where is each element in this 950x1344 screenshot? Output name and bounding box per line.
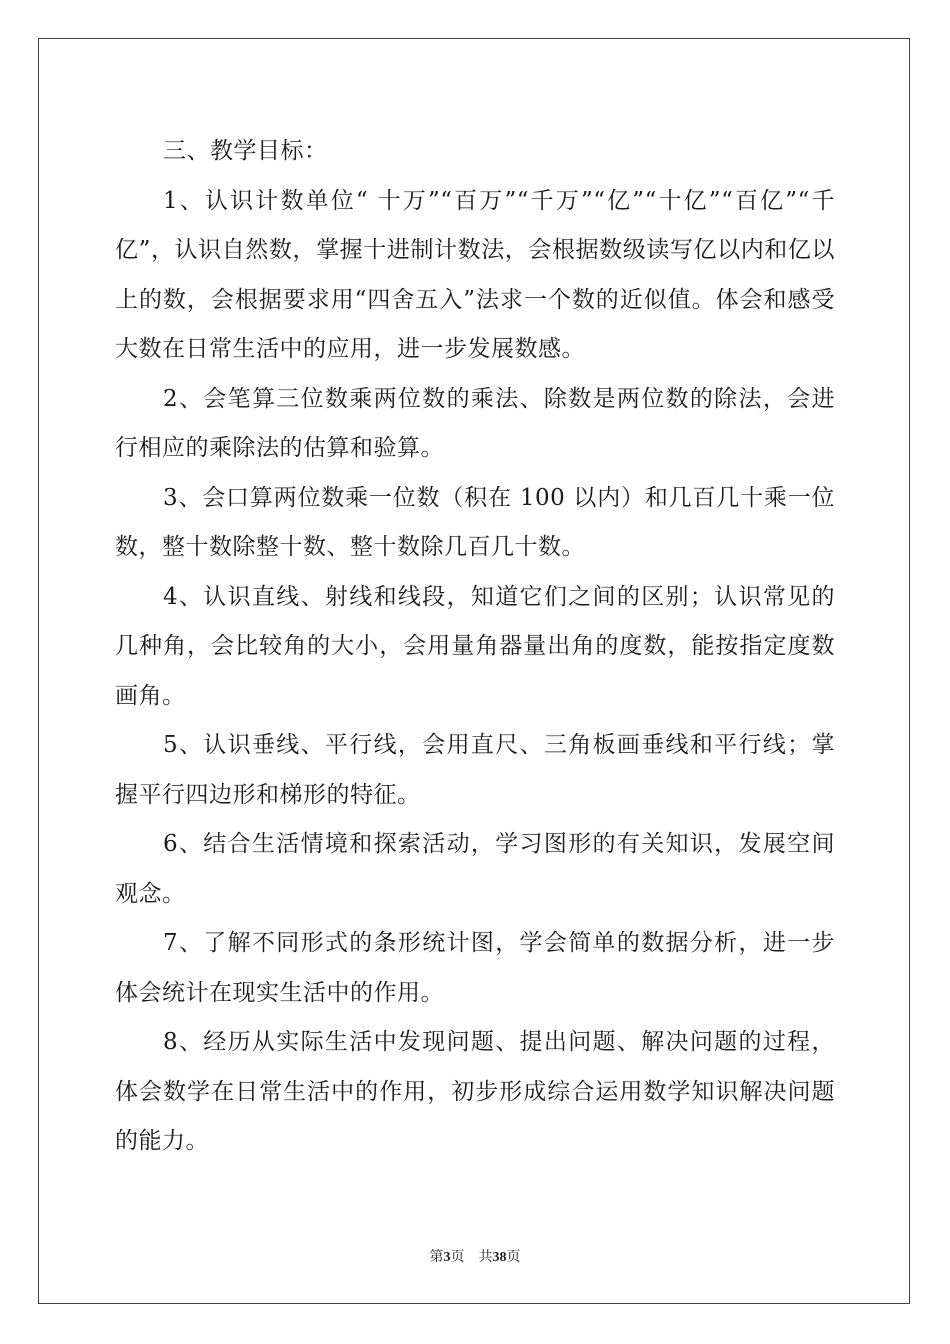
paragraph-3: 3、会口算两位数乘一位数（积在 100 以内）和几百几十乘一位数，整十数除整十数、整十数除几百几十数。	[115, 484, 835, 560]
page-prefix: 第	[429, 1249, 444, 1265]
paragraph-7: 7、了解不同形式的条形统计图，学会简单的数据分析，进一步体会统计在现实生活中的作用。	[115, 930, 835, 1006]
total-prefix: 共	[478, 1249, 493, 1265]
page-footer	[0, 1246, 950, 1266]
total-suffix: 页	[506, 1249, 521, 1265]
section-heading: 三、教学目标：	[163, 138, 328, 164]
paragraph-1: 1、认识计数单位“ 十万”“百万”“千万”“亿”“十亿”“百亿”“千亿”，认识自然数，掌握十进制计数法，会根据数级读写亿以内和亿以上的数，会根据要求用“四舍五入”法求一个数的近似值。体会和感受大数在日常生活中的应用，进一步发展数感。	[115, 187, 835, 362]
document-body	[115, 127, 835, 1167]
paragraph-5: 5、认识垂线、平行线，会用直尺、三角板画垂线和平行线；掌握平行四边形和梯形的特征。	[115, 732, 835, 808]
paragraph-6: 6、结合生活情境和探索活动，学习图形的有关知识，发展空间观念。	[115, 831, 835, 907]
paragraph-8: 8、经历从实际生活中发现问题、提出问题、解决问题的过程，体会数学在日常生活中的作用，初步形成综合运用数学知识解决问题的能力。	[115, 1029, 835, 1154]
total-pages: 38	[492, 1250, 507, 1265]
paragraph-4: 4、认识直线、射线和线段，知道它们之间的区别；认识常见的几种角，会比较角的大小，会用量角器量出角的度数，能按指定度数画角。	[115, 583, 835, 709]
page-suffix: 页	[450, 1249, 465, 1265]
page-number: 3	[443, 1250, 451, 1265]
paragraph-2: 2、会笔算三位数乘两位数的乘法、除数是两位数的除法，会进行相应的乘除法的估算和验算。	[115, 385, 835, 461]
